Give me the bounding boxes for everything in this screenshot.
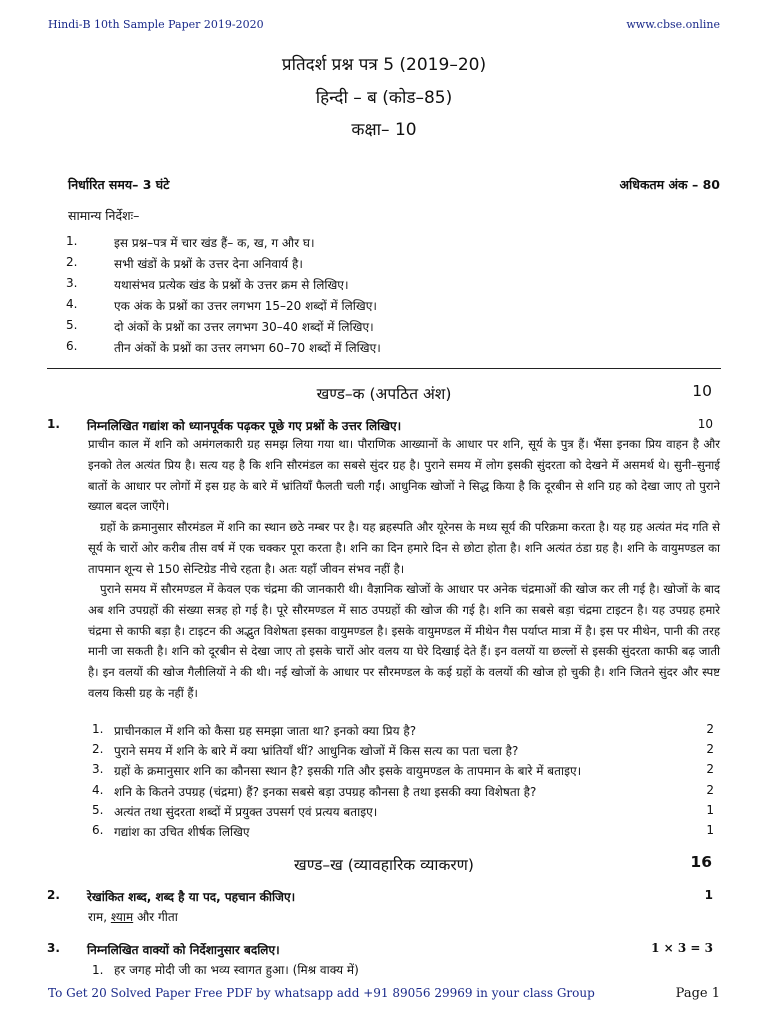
instruction-text: तीन अंकों के प्रश्नों का उत्तर लगभग 60–70 शब्दों में लिखिए। <box>114 341 381 355</box>
subquestion-marks: 2 <box>706 762 714 777</box>
paper-class: कक्षा– 10 <box>351 120 417 140</box>
header-right: www.cbse.online <box>626 18 720 31</box>
subquestions-list <box>92 722 720 843</box>
instruction-text: इस प्रश्न–पत्र में चार खंड हैं– क, ख, ग और घ। <box>114 236 315 250</box>
q2-words <box>88 908 178 925</box>
section-b-title: खण्ड–ख (व्यावहारिक व्याकरण) <box>294 856 474 874</box>
instruction-item <box>66 276 381 297</box>
q3-item-num: 1. <box>92 963 104 977</box>
section-divider <box>47 368 721 369</box>
subquestion-marks: 1 <box>706 822 714 837</box>
question-number: 1. <box>47 417 60 431</box>
q3-item-text: हर जगह मोदी जी का भव्य स्वागत हुआ। (मिश्र वाक्य में) <box>114 963 359 977</box>
question-number: 3. <box>47 941 60 955</box>
instruction-item <box>66 339 381 360</box>
subquestion-num: 2. <box>92 742 104 757</box>
max-marks: अधिकतम अंक – 80 <box>619 177 720 192</box>
subquestion-marks: 2 <box>706 782 714 797</box>
subquestion <box>92 783 720 803</box>
subquestion-num: 5. <box>92 802 104 817</box>
q2-underlined-word: श्याम <box>110 910 134 924</box>
subquestion-text: शनि के कितने उपग्रह (चंद्रमा) हैं? इनका सबसे बड़ा उपग्रह कौनसा है तथा इसकी क्या विशेषता है? <box>114 784 537 799</box>
subquestion-marks: 2 <box>706 722 714 736</box>
paper-subject: हिन्दी – ब (कोड–85) <box>315 88 453 108</box>
question-marks: 1 × 3 = 3 <box>651 941 713 955</box>
subquestion-num: 3. <box>92 762 104 777</box>
page-number: Page 1 <box>675 986 720 1001</box>
subquestion-text: पुराने समय में शनि के बारे में क्या भ्रांतियाँ थीं? आधुनिक खोजों में किस सत्य का पता चला है? <box>114 744 519 759</box>
instruction-num: 2. <box>66 255 78 269</box>
instruction-item <box>66 234 381 255</box>
passage-paragraph-2: ग्रहों के क्रमानुसार सौरमंडल में शनि का स्थान छठे नम्बर पर है। यह ब्रहस्पति और यूरेनस के मध्य सूर्य की परिक्रमा करता है। यह ग्रह अत्यंत मंद गति से सूर्य के चारों ओर करीब तीस वर्ष में एक चक्कर पूरा करता है। शनि का दिन हमारे दिन से छोटा होता है। शनि अत्यंत ठंडा ग्रह है। शनि के वायुमण्डल का तापमान शून्य से 150 सेन्टिग्रेड नीचे रहता है। अतः यहाँ जीवन संभव नहीं है। <box>88 520 720 576</box>
question-marks: 1 <box>704 888 713 902</box>
subquestion-marks: 1 <box>706 802 714 817</box>
subquestion-num: 4. <box>92 782 104 797</box>
subquestion-text: ग्रहों के क्रमानुसार शनि का कौनसा स्थान है? इसकी गति और इसके वायुमण्डल के तापमान के बारे में बताइए। <box>114 764 582 779</box>
section-a-title: खण्ड–क (अपठित अंश) <box>316 385 452 403</box>
passage-paragraph-1: प्राचीन काल में शनि को अमंगलकारी ग्रह समझ लिया गया था। पौराणिक आख्यानों के आधार पर शनि, सूर्य के पुत्र हैं। भैंसा इनका प्रिय वाहन है और इनको तेल अत्यंत प्रिय है। सत्य यह है कि शनि सौरमंडल का सबसे सुंदर ग्रह है। पुराने समय में लोग इसकी सुंदरता को देखने में असमर्थ थे। सुनी–सुनाई बातों के आधार पर लोगों में इस ग्रह के बारे में भ्रांतियाँ फैलती चली गईं। आधुनिक खोजों ने सिद्ध किया है कि दूरबीन से शनि ग्रह को देखा जाए तो पुराने ख्याल बदल जाएँगे। <box>88 437 720 514</box>
footer-promo: To Get 20 Solved Paper Free PDF by whatsapp add +91 89056 29969 in your class Group <box>48 986 595 1000</box>
question-text: निम्नलिखित वाक्यों को निर्देशानुसार बदलिए। <box>87 943 280 957</box>
section-b-marks: 16 <box>690 853 712 871</box>
instruction-text: यथासंभव प्रत्येक खंड के प्रश्नों के उत्तर क्रम से लिखिए। <box>114 278 349 292</box>
subquestion <box>92 823 720 843</box>
q2-word-pre: राम, <box>88 910 111 924</box>
subquestion-num: 6. <box>92 822 104 837</box>
instruction-item <box>66 255 381 276</box>
instruction-text: एक अंक के प्रश्नों का उत्तर लगभग 15–20 शब्दों में लिखिए। <box>114 299 377 313</box>
question-number: 2. <box>47 888 60 902</box>
subquestion <box>92 762 720 782</box>
q2-word-post: और गीता <box>133 910 178 924</box>
instructions-list <box>66 234 381 360</box>
subquestion-num: 1. <box>92 722 104 736</box>
instruction-num: 4. <box>66 297 78 311</box>
instruction-item <box>66 318 381 339</box>
instruction-text: सभी खंडों के प्रश्नों के उत्तर देना अनिवार्य है। <box>114 257 303 271</box>
instructions-label: सामान्य निर्देशः– <box>68 208 140 223</box>
instruction-text: दो अंकों के प्रश्नों का उत्तर लगभग 30–40 शब्दों में लिखिए। <box>114 320 374 334</box>
subquestion <box>92 803 720 823</box>
question-text: रेखांकित शब्द, शब्द है या पद, पहचान कीजिए। <box>87 890 296 904</box>
time-allowed: निर्धारित समय– 3 घंटे <box>68 177 170 192</box>
subquestion-text: प्राचीनकाल में शनि को कैसा ग्रह समझा जाता था? इनको क्या प्रिय है? <box>114 724 417 738</box>
subquestion <box>92 722 720 742</box>
paper-title: प्रतिदर्श प्रश्न पत्र 5 (2019–20) <box>281 55 487 75</box>
passage-paragraph-3: पुराने समय में सौरमण्डल में केवल एक चंद्रमा की जानकारी थी। वैज्ञानिक खोजों के आधार पर अनेक चंद्रमाओं की खोज कर ली गई है। खोजों के बाद अब शनि उपग्रहों की संख्या सत्रह हो गई है। पूरे सौरमण्डल में साठ उपग्रहों की खोज की गई है। शनि का सबसे बड़ा चंद्रमा टाइटन है। यह उपग्रह हमारे चंद्रमा से काफी बड़ा है। टाइटन की अद्भुत विशेषता इसका वायुमण्डल है। इसके वायुमण्डल में मीथेन गैस पर्याप्त मात्रा में है। इस पर मीथेन, पानी की तरह मानी जा सकती है। शनि को दूरबीन से देखा जाए तो इसके चारों ओर वलय या घेरे दिखाई देते हैं। इन वलयों या छल्लों से इसकी सुंदरता काफी बढ़ जाती है। इन वलयों की खोज गैलीलियों ने की थी। नई खोजों के आधार पर सौरमण्डल के कई ग्रहों के वलयों की खोज हो चुकी है। शनि जितने सुंदर और स्पष्ट वलय किसी ग्रह के नहीं हैं। <box>88 582 720 700</box>
instruction-num: 6. <box>66 339 78 353</box>
q3-item <box>92 961 359 978</box>
question-marks: 10 <box>697 417 713 431</box>
instruction-num: 3. <box>66 276 78 290</box>
instruction-num: 5. <box>66 318 78 332</box>
subquestion-text: गद्यांश का उचित शीर्षक लिखिए <box>114 824 250 839</box>
subquestion <box>92 742 720 762</box>
instruction-item <box>66 297 381 318</box>
instruction-num: 1. <box>66 234 78 248</box>
subquestion-marks: 2 <box>706 742 714 757</box>
subquestion-text: अत्यंत तथा सुंदरता शब्दों में प्रयुक्त उपसर्ग एवं प्रत्यय बताइए। <box>114 804 378 819</box>
header-left: Hindi-B 10th Sample Paper 2019-2020 <box>48 18 264 31</box>
question-text: निम्नलिखित गद्यांश को ध्यानपूर्वक पढ़कर पूछे गए प्रश्नों के उत्तर लिखिए। <box>87 419 402 433</box>
section-a-marks: 10 <box>692 382 712 400</box>
